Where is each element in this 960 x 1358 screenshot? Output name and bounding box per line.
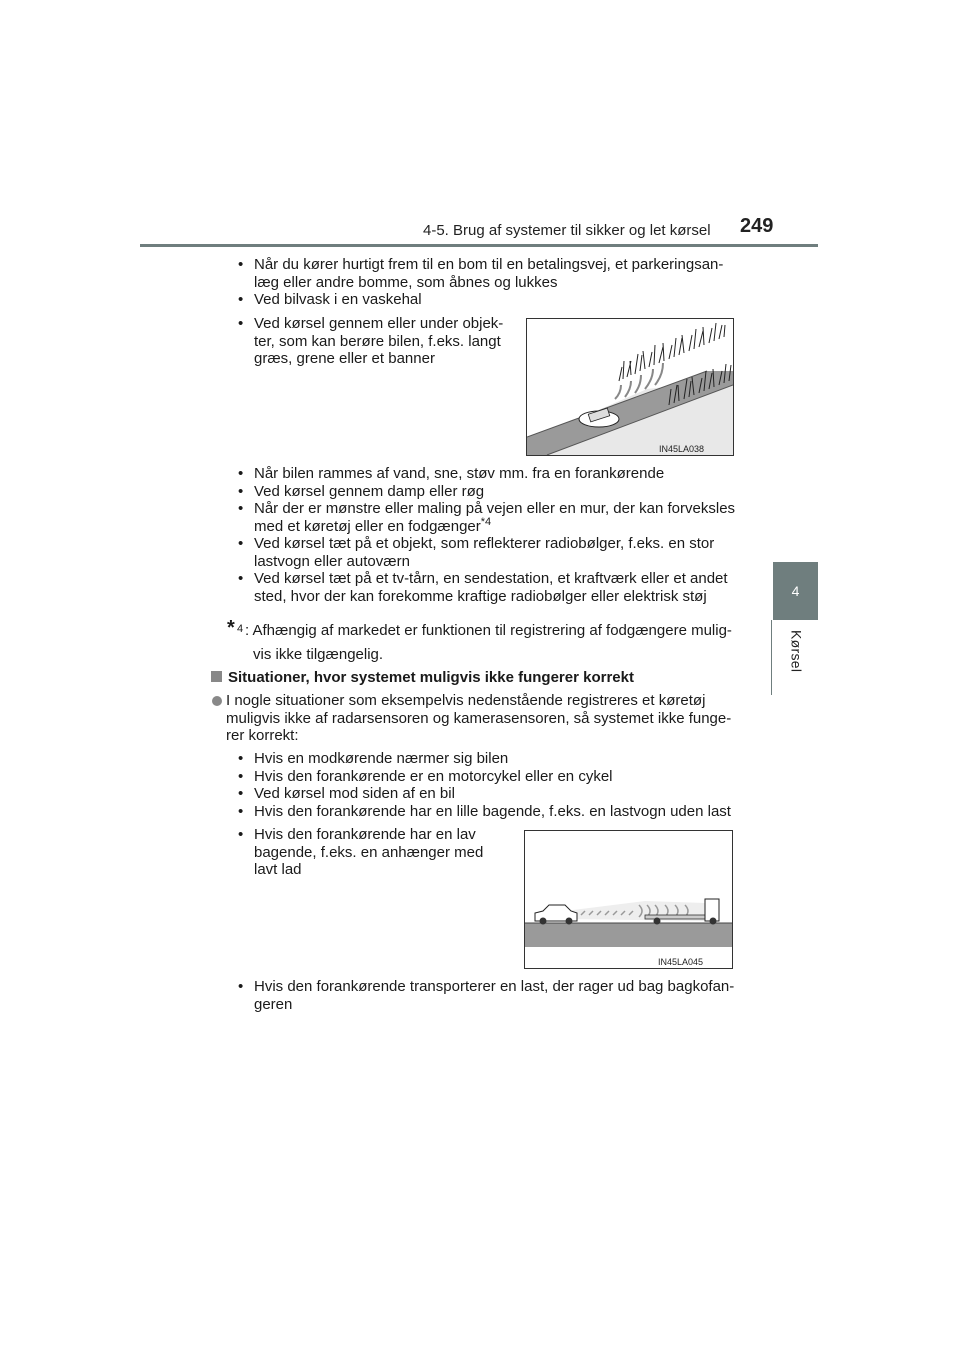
heading-square-icon <box>211 671 222 682</box>
paragraph-line: muligvis ikke af radarsensoren og kamerasensoren, så systemet ikke funge- <box>226 709 732 727</box>
paragraph-dot-icon <box>212 696 222 706</box>
list-item-line: sted, hvor der kan forekomme kraftige radiobølger eller elektrisk støj <box>254 587 707 605</box>
list-item <box>238 483 750 501</box>
list-item <box>238 978 750 1013</box>
footnote <box>227 617 750 663</box>
list-item-line: • Ved kørsel gennem eller under objek- <box>254 315 504 332</box>
chapter-label: Kørsel <box>788 630 805 673</box>
list-item <box>238 315 506 368</box>
list-item-line: • Ved bilvask i en vaskehal <box>254 291 422 308</box>
list-item <box>238 785 750 803</box>
footnote-line: : Afhængig af markedet er funktionen til registrering af fodgængere mulig- <box>245 622 732 639</box>
page-number: 249 <box>740 215 774 237</box>
figure2-caption <box>238 826 506 879</box>
list-item-line: • Ved kørsel gennem damp eller røg <box>254 482 485 500</box>
list-item-line: læg eller andre bomme, som åbnes og lukkes <box>254 273 558 291</box>
list-item-line <box>254 515 750 536</box>
section-heading <box>211 669 634 687</box>
low-trailer-illustration <box>525 831 732 968</box>
list-item-line: geren <box>254 995 293 1013</box>
list-item <box>238 465 750 483</box>
list-item-line: græs, grene eller et banner <box>254 350 435 367</box>
figure-code: IN45LA045 <box>658 957 704 967</box>
footnote-number: 4 <box>237 623 244 635</box>
list-item <box>238 500 750 535</box>
chapter-tab: 4 <box>773 562 818 620</box>
list-item-line: • Ved kørsel tæt på et objekt, som reflekterer radiobølger, f.eks. en stor <box>254 535 715 552</box>
list-item-line: • Hvis den forankørende har en lav <box>254 826 476 843</box>
list-item <box>238 750 750 768</box>
section-heading-text: Situationer, hvor systemet muligvis ikke fungerer korrekt <box>228 669 634 686</box>
list-item-line: • Hvis den forankørende er en motorcykel eller en cykel <box>254 767 613 785</box>
grass-road-illustration <box>527 319 733 455</box>
list-item-line: • Når du kører hurtigt frem til en bom til en betalingsvej, et parkeringsan- <box>254 256 724 273</box>
figure-code: IN45LA038 <box>659 444 705 454</box>
chapter-tab-rule <box>771 620 772 695</box>
list-item-line: bagende, f.eks. en anhænger med <box>254 843 484 861</box>
list-item-line: • Ved kørsel tæt på et tv-tårn, en sendestation, et kraftværk eller et andet <box>254 570 728 587</box>
list-item <box>238 826 506 879</box>
list-item <box>238 570 750 605</box>
car-illustration <box>535 905 577 925</box>
list-item <box>238 803 750 821</box>
footnote-line: vis ikke tilgængelig. <box>253 645 384 663</box>
list-item-line: • Når bilen rammes af vand, sne, støv mm. fra en forankørende <box>254 465 665 482</box>
paragraph-line: rer korrekt: <box>226 727 299 744</box>
list-item-text: med et køretøj eller en fodgænger <box>254 517 481 535</box>
list-item-line: • Hvis den forankørende transporterer en last, der rager ud bag bagkofan- <box>254 978 735 995</box>
bullet-list-last <box>238 978 750 1013</box>
figure-grass-road <box>526 318 734 456</box>
bullet-list-low <box>238 750 750 820</box>
bullet-list-top <box>238 256 750 309</box>
bullet-list-mid <box>238 465 750 605</box>
list-item-line: • Hvis en modkørende nærmer sig bilen <box>254 750 509 767</box>
section-title: 4-5. Brug af systemer til sikker og let kørsel <box>423 222 711 239</box>
header-divider <box>140 244 818 247</box>
paragraph-line: I nogle situationer som eksempelvis nedenstående registreres et køretøj <box>226 692 706 709</box>
footnote-reference[interactable]: *4 <box>480 515 492 528</box>
list-item-line: lavt lad <box>254 861 302 878</box>
list-item <box>238 256 750 291</box>
list-item <box>238 291 750 309</box>
list-item-line: • Når der er mønstre eller maling på vejen eller en mur, der kan forveksles <box>254 500 736 517</box>
list-item-line: ter, som kan berøre bilen, f.eks. langt <box>254 332 501 350</box>
list-item <box>238 535 750 570</box>
intro-paragraph <box>226 692 750 745</box>
list-item-line: • Hvis den forankørende har en lille bagende, f.eks. en lastvogn uden last <box>254 802 731 820</box>
figure-low-trailer <box>524 830 733 969</box>
list-item <box>238 768 750 786</box>
footnote-asterisk: * <box>227 617 235 639</box>
list-item-line: lastvogn eller autoværn <box>254 552 410 570</box>
figure1-caption <box>238 315 506 368</box>
list-item-line: • Ved kørsel mod siden af en bil <box>254 785 455 802</box>
